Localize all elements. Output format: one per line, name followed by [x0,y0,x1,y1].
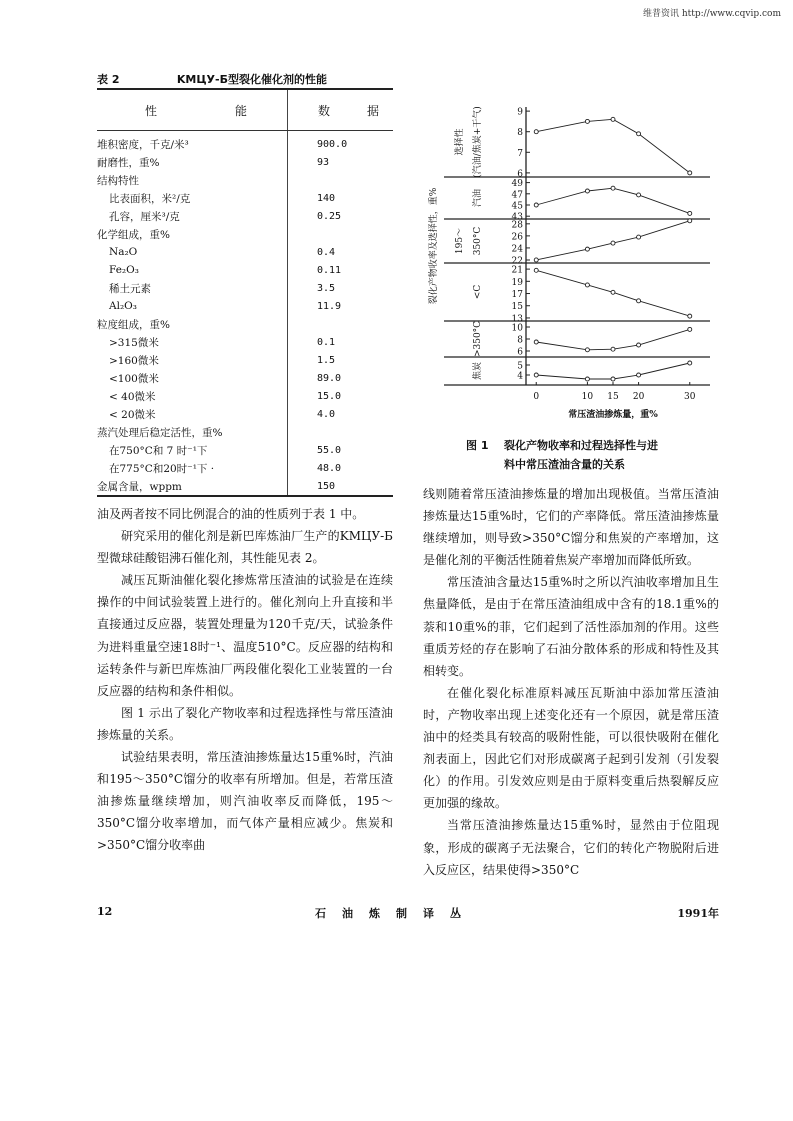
row-label: 稀土元素 [109,282,151,295]
panel-label: 选择性 [455,128,465,156]
row-label: 孔容，厘米³/克 [109,210,180,223]
data-point [637,373,641,377]
paragraph: 常压渣油含量达15重%时之所以汽油收率增加且生焦量降低，是由于在常压渣油组成中含有的18.1重%的萘和10重%的菲，它们起到了活性添加剂的作用。这些重质芳烃的存在影响了石油分散体系的形成和特性及其相转变。 [423,575,719,678]
paragraph: 线则随着常压渣油掺炼量的增加出现极值。当常压渣油掺炼量达15重%时，它们的产率降低。常压渣油掺炼量继续增加，则导致>350°C馏分和焦炭的产率增加，这是催化剂的平衡活性随着焦炭产率增加而降低所致。 [423,487,719,568]
row-value: 3.5 [317,282,336,294]
data-point [611,186,615,190]
table-title: KMЦУ-Б型裂化催化剂的性能 [176,73,327,86]
row-value: 0.1 [317,336,336,348]
data-point [585,189,589,193]
row-label: 堆积密度，千克/米³ [97,138,189,151]
data-point [637,193,641,197]
data-point [534,130,538,134]
y-tick-label: 4 [517,371,523,382]
paragraph: 试验结果表明，常压渣油掺炼量达15重%时，汽油和195～350°C馏分的收率有所增加。但是，若常压渣油掺炼量继续增加，则汽油收率反而降低，195～350°C馏分收率增加，而气体产量相应减少。焦炭和>350°C馏分收率曲 [97,750,393,853]
data-point [585,247,589,251]
data-point [585,119,589,123]
header-value-b: 据 [366,103,379,118]
header-property-b: 能 [234,103,247,118]
data-point [688,327,692,331]
data-point [611,377,615,381]
y-tick-label: 22 [511,256,523,267]
y-tick-label: 8 [517,335,523,346]
data-point [688,211,692,215]
data-point [534,268,538,272]
row-label: < 40微米 [109,390,156,403]
table-row [97,369,393,387]
table-row [97,423,393,441]
panel-label: 焦炭 [473,361,483,381]
paragraph: 油及两者按不同比例混合的油的性质列于表 1 中。 [97,507,365,521]
row-value: 89.0 [317,372,342,384]
figure-caption-line1: 裂化产物收率和过程选择性与进 [504,439,658,452]
figure-number: 图 1 [466,439,489,452]
table-row [97,441,393,459]
table-row [97,387,393,405]
y-axis-label: 裂化产物收率及选择性，重% [429,187,439,305]
x-axis-label: 常压渣油掺炼量，重% [568,410,658,420]
row-label: 化学组成，重% [97,228,170,241]
data-point [688,219,692,223]
watermark: 维普资讯 http://www.cqvip.com [642,9,781,19]
y-tick-label: 26 [511,232,523,243]
row-value: 140 [317,192,336,204]
paragraph: 图 1 示出了裂化产物收率和过程选择性与常压渣油掺炼量的关系。 [97,705,393,742]
data-point [585,348,589,352]
x-tick-label: 0 [533,392,540,402]
y-tick-label: 24 [511,244,523,255]
row-label: <100微米 [109,372,159,385]
series-line-0 [536,119,690,173]
row-label: 耐磨性，重% [97,156,160,169]
x-tick-label: 10 [581,392,594,402]
data-point [637,235,641,239]
table-body [97,131,393,495]
x-tick-label: 20 [632,392,645,402]
row-label: >160微米 [109,354,159,367]
row-label: < 20微米 [109,408,156,421]
table-row [97,351,393,369]
figure-caption [466,436,658,474]
row-label: 金属含量，wppm [97,480,182,493]
data-point [688,171,692,175]
row-label: 比表面积，米²/克 [109,192,191,205]
panel-label: 汽油 [473,188,483,208]
panel-label: >350°C [473,320,483,358]
y-tick-label: 49 [511,179,523,190]
table-header [97,90,393,130]
data-point [585,283,589,287]
row-value: 4.0 [317,408,336,420]
series-line-2 [536,221,690,260]
y-tick-label: 17 [511,290,523,301]
y-tick-label: 28 [511,220,523,231]
row-label: >315微米 [109,336,159,349]
row-value: 1.5 [317,354,336,366]
data-point [534,340,538,344]
figure-caption-line2: 料中常压渣油含量的关系 [504,458,625,471]
panel-label: 195～ [455,227,465,255]
catalyst-properties-table [97,88,393,497]
header-value-a: 数 [318,103,331,118]
row-value: 900.0 [317,138,348,150]
table-row [97,297,393,315]
header-property [97,102,287,119]
table-number: 表 2 [97,73,120,86]
table-row [97,315,393,333]
y-tick-label: 7 [517,148,523,159]
y-tick-label: 10 [511,323,523,334]
data-point [688,361,692,365]
y-tick-label: 15 [511,302,523,313]
table-row [97,459,393,477]
data-point [585,377,589,381]
row-label: 蒸汽处理后稳定活性，重% [97,426,223,439]
data-point [611,117,615,121]
page-number: 12 [97,905,113,918]
row-label: 在775°C和20时⁻¹下 · [109,462,215,475]
row-label: Na₂O [109,246,138,258]
journal-name: 石油炼制译丛 [315,907,477,920]
y-tick-label: 9 [517,107,523,118]
row-value: 15.0 [317,390,342,402]
table-row [97,189,393,207]
data-point [637,132,641,136]
table-row [97,243,393,261]
data-point [611,290,615,294]
paragraph: 减压瓦斯油催化裂化掺炼常压渣油的试验是在连续操作的中间试验装置上进行的。催化剂向上升直接和半直接通过反应器，装置处理量为120千克/天，试验条件为进料重量空速18时⁻¹、温度510°C。反应器的结构和运转条件与新巴库炼油厂两段催化裂化工业装置的一台反应器的结构和条件相似。 [97,573,393,698]
data-point [637,299,641,303]
y-tick-label: 43 [511,212,523,223]
table-caption [97,71,327,87]
publication-year: 1991年 [677,907,719,920]
table-row [97,225,393,243]
table-row [97,171,393,189]
data-point [688,314,692,318]
y-tick-label: 45 [511,201,523,212]
data-point [534,258,538,262]
paragraph: 当常压渣油掺炼量达15重%时，显然由于位阻现象，形成的碳离子无法聚合，它们的转化产物脱附后进入反应区，结果使得>350°C [423,818,719,877]
header-property-a: 性 [145,103,158,118]
row-value: 93 [317,156,330,168]
table-row [97,261,393,279]
row-value: 150 [317,480,336,492]
table-row [97,405,393,423]
row-value: 48.0 [317,462,342,474]
body-column-left [97,503,393,857]
row-label: 在750°C和 7 时⁻¹下 [109,444,208,457]
y-tick-label: 8 [517,128,523,139]
y-tick-label: 13 [511,314,523,325]
y-tick-label: 6 [517,169,523,180]
data-point [637,343,641,347]
data-point [534,373,538,377]
table-row [97,207,393,225]
row-label: 结构特性 [97,174,139,187]
figure-1-chart [418,95,718,425]
row-value: 0.25 [317,210,342,222]
row-value: 0.11 [317,264,342,276]
data-point [611,347,615,351]
y-tick-label: 5 [517,361,523,372]
panel-label-secondary: (汽油/焦炭+干气) [473,106,483,178]
row-label: Al₂O₃ [109,300,137,312]
series-line-4 [536,329,690,349]
header-value [287,90,393,130]
y-tick-label: 19 [511,277,523,288]
panel-label-secondary: 350°C [473,226,483,256]
y-tick-label: 21 [511,265,523,276]
row-label: 粒度组成，重% [97,318,170,331]
y-tick-label: 6 [517,347,523,358]
paragraph: 研究采用的催化剂是新巴库炼油厂生产的KMЦУ-Б型微球硅酸铝沸石催化剂，其性能见表 2。 [97,529,393,566]
x-tick-label: 30 [684,392,696,402]
data-point [534,203,538,207]
data-point [611,241,615,245]
row-value: 11.9 [317,300,342,312]
table-row [97,333,393,351]
panel-label: <C [473,284,483,300]
table-row [97,153,393,171]
table-row [97,135,393,153]
table-row [97,477,393,495]
paragraph: 在催化裂化标准原料减压瓦斯油中添加常压渣油时，产物收率出现上述变化还有一个原因，就是常压渣油中的烃类具有较高的吸附性能，可以很快吸附在催化剂表面上，因此它们对形成碳离子起到引发剂（引发裂化）的作用。引发效应则是由于原料变重后热裂解反应更加强的缘故。 [423,685,719,811]
table-bottom-rule [97,495,393,497]
body-column-right [423,483,719,881]
x-tick-label: 15 [607,392,619,402]
row-value: 55.0 [317,444,342,456]
series-line-1 [536,188,690,213]
y-tick-label: 47 [511,190,523,201]
row-label: Fe₂O₃ [109,264,139,276]
row-value: 0.4 [317,246,336,258]
table-row [97,279,393,297]
